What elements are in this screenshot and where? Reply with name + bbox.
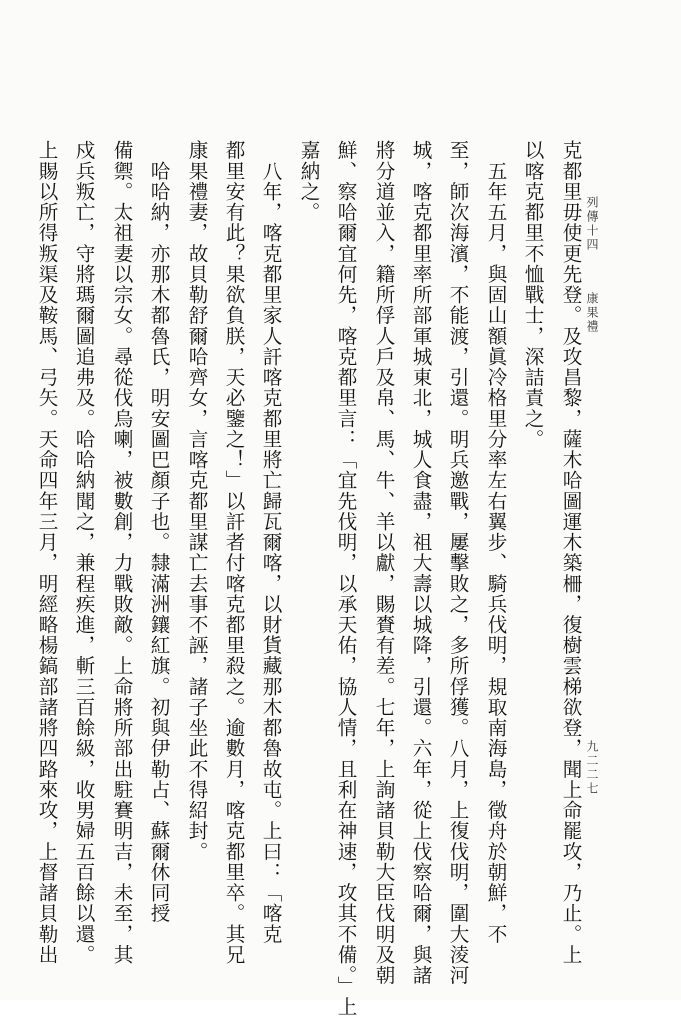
text-column: 鮮、察哈爾宜何先，喀克都里言：「宜先伐明，以承天佑，協人情，且利在神速，攻其不備。」上 [334,140,357,1017]
text-column: 康果禮妻，故貝勒舒爾哈齊女，言喀克都里謀亡去事不誣，諸子坐此不得紹封。 [185,140,208,862]
text-column: 以喀克都里不恤戰士，深詰責之。 [521,140,544,450]
text-column: 都里安有此？果欲負朕，天必鑒之！」以訐者付喀克都里殺之。逾數月，喀克都里卒。其兄 [222,140,245,965]
text-column: 將分道並入，籍所俘人戶及帛、馬、牛、羊以獻，賜賚有差。七年，上詢諸貝勒大臣伐明及朝 [372,140,395,986]
text-column: 克都里毋使更先登。及攻昌黎，薩木哈圖運木築柵，復樹雲梯欲登，聞上命罷攻，乃止。上 [559,140,582,965]
text-column: 備禦。太祖妻以宗女。尋從伐烏喇，被數創，力戰敗敵。上命將所部出駐賽明吉，未至，其 [110,140,133,965]
text-column: 嘉納之。 [297,140,320,223]
text-column: 哈哈納，亦那木都魯氏，明安圖巴顏子也。隸滿洲鑲紅旗。初與伊勒占、蘇爾休同授 [147,140,170,924]
chapter-label: 列傳十四 [585,196,599,252]
page-number: 九二二七 [585,740,599,796]
text-column: 五年五月，與固山額眞冷格里分率左右翼步、騎兵伐明，規取南海島，徵舟於朝鮮，不 [484,140,507,945]
section-title: 康果禮 [585,292,599,334]
text-column: 八年，喀克都里家人訐喀克都里將亡歸瓦爾喀，以財貨藏那木都魯故屯。上曰：「喀克 [259,140,282,945]
text-column: 戍兵叛亡，守將瑪爾圖追弗及。哈哈納聞之，兼程疾進，斬三百餘級，收男婦五百餘以還。 [72,140,95,965]
text-column: 至，師次海濱，不能渡，引還。明兵邀戰，屢擊敗之，多所俘獲。八月，上復伐明，圍大淩河 [446,140,469,986]
text-column: 上賜以所得叛渠及鞍馬、弓矢。天命四年三月，明經略楊鎬部諸將四路來攻，上督諸貝勒出 [35,140,58,965]
text-column: 城，喀克都里率所部軍城東北，城人食盡，祖大壽以城降，引還。六年，從上伐察哈爾，與諸 [409,140,432,986]
